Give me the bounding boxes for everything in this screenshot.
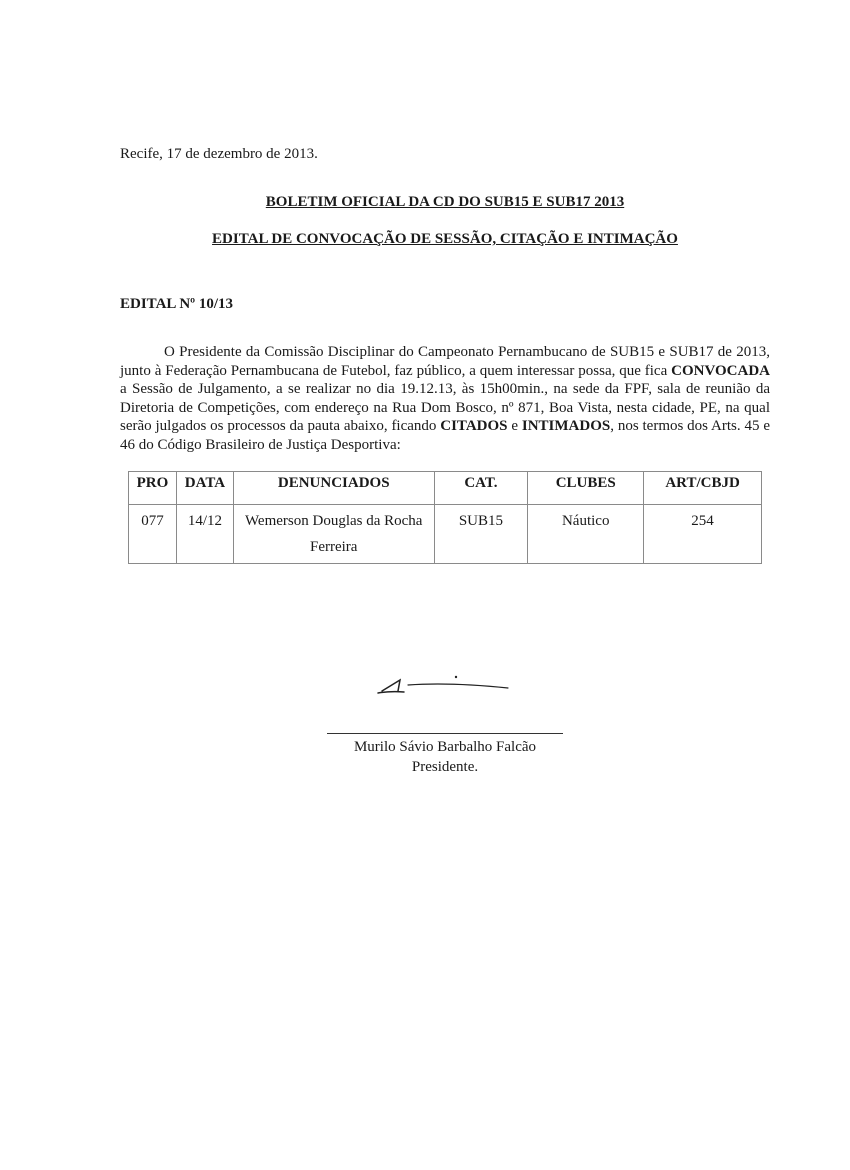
table-row [129, 505, 762, 564]
handwritten-signature [370, 664, 520, 700]
header-denunciados: DENUNCIADOS [233, 472, 434, 505]
header-clubes: CLUBES [528, 472, 644, 505]
body-bold-convocada: CONVOCADA [671, 362, 770, 379]
cell-denunciados: Wemerson Douglas da Rocha Ferreira [233, 505, 434, 564]
body-bold-citados: CITADOS [440, 418, 508, 434]
edital-number: EDITAL Nº 10/13 [120, 296, 234, 312]
signer-name: Murilo Sávio Barbalho Falcão [353, 739, 537, 755]
signer-block [327, 737, 563, 777]
cell-pro: 077 [129, 505, 177, 564]
date-line: Recife, 17 de dezembro de 2013. [120, 146, 318, 162]
body-bold-intimados: INTIMADOS [521, 418, 611, 434]
cell-clubes: Náutico [528, 505, 644, 564]
pauta-table [128, 471, 762, 564]
cell-cat: SUB15 [434, 505, 528, 564]
header-cat: CAT. [434, 472, 528, 505]
signature-line [327, 733, 563, 734]
body-text-part1: O Presidente da Comissão Disciplinar do Campeonato Pernambucano de SUB15 e SUB17 de 2013, junto à Federação Pernambucana de Futebol, faz público, a quem interessar possa, que fica [120, 344, 770, 379]
header-data: DATA [176, 472, 233, 505]
body-text-part3: e [507, 418, 522, 434]
body-paragraph [120, 343, 770, 454]
header-pro: PRO [129, 472, 177, 505]
cell-data: 14/12 [176, 505, 233, 564]
signer-role: Presidente. [411, 759, 479, 775]
edital-subtitle: EDITAL DE CONVOCAÇÃO DE SESSÃO, CITAÇÃO E INTIMAÇÃO [212, 231, 678, 247]
bulletin-title: BOLETIM OFICIAL DA CD DO SUB15 E SUB17 2013 [265, 194, 625, 210]
header-art-cbjd: ART/CBJD [644, 472, 762, 505]
table-header-row [129, 472, 762, 505]
body-text-part4: , nos termos dos Arts. 45 e 46 do Código Brasileiro de Justiça Desportiva: [120, 418, 770, 453]
body-text-part2: a Sessão de Julgamento, a se realizar no dia 19.12.13, às 15h00min., na sede da FPF, sala de reunião da Diretoria de Competições, com endereço na Rua Dom Bosco, nº 871, Boa Vista, nesta cidade, PE, na qual serão julgados os processos da pauta abaixo, ficando [120, 381, 770, 434]
cell-art-cbjd: 254 [644, 505, 762, 564]
